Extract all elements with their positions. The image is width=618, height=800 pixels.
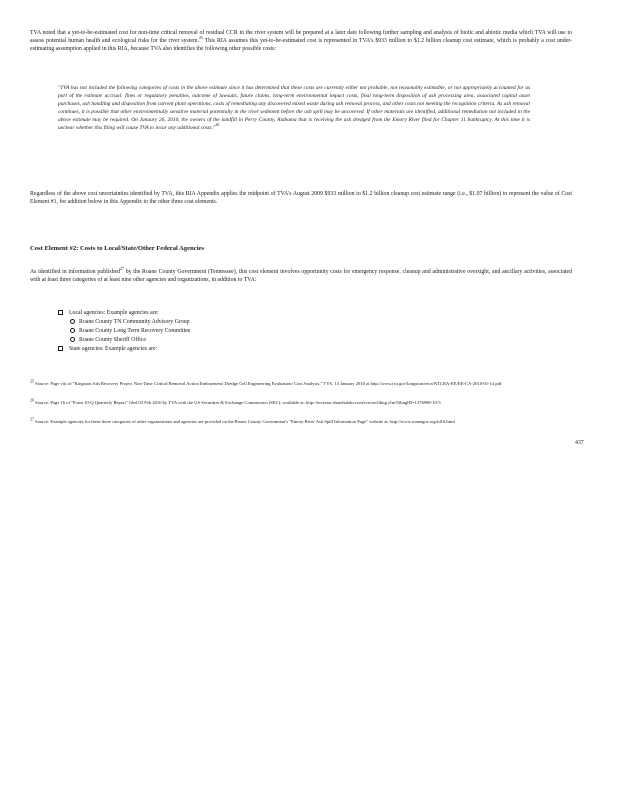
sub-list-item bbox=[58, 318, 190, 327]
sub-list-item bbox=[58, 336, 190, 345]
paragraph-agencies bbox=[30, 268, 572, 284]
paragraph-3-text-a: As identified in information published bbox=[30, 269, 120, 275]
paragraph-cost-uncertainty bbox=[30, 190, 572, 206]
local-agencies-label: Local agencies: Example agencies are: bbox=[69, 310, 159, 316]
paragraph-cleanup-cost bbox=[30, 29, 572, 53]
list-item-state bbox=[58, 345, 190, 354]
footnote-ref-25: 25 bbox=[198, 35, 203, 41]
paragraph-1-text-a: TVA noted that a yet-to-be-estimated cost for non-time critical removal of residual CCR in the river system will be prepared at a later date following further sampling and analysis of biotic and abiotic media which TVA will use to assess potential human health and ecological risks for the river system. bbox=[30, 30, 572, 44]
paragraph-2-text: Regardless of the above cost uncertainties identified by TVA, this RIA Appendix applies the midpoint of TVA's August 2009 $933 million to $1.2 billion cleanup cost estimate range (i.e., $1.07 billion) to represent the value of Cost Element #1, for addition below in this Appendix to the other three cost elements. bbox=[30, 191, 572, 205]
footnote-number: 27 bbox=[30, 416, 34, 422]
footnote-text: Source: Example agencies for these three categories of other organizations and agencies are provided on the Roane County Government's "Emory River Ash Spill Information Page" website at: http://www.roanegov.org/id16.html bbox=[34, 419, 455, 424]
footnote-text: Source: Page 16 of "Form 10-Q Quarterly Report" filed 03 Feb 2010 by TVA with the US Securities & Exchange Commission (SEC), available at: http://investor.shareholder.com/tva/secfiling.cfm?filingID=1376988-10-5 bbox=[34, 400, 441, 405]
list-item-local bbox=[58, 309, 190, 318]
state-agencies-label: State agencies: Example agencies are: bbox=[69, 346, 158, 352]
sub-item-label: Roane County TN Community Advisory Group bbox=[79, 319, 190, 325]
footnote-number: 25 bbox=[30, 378, 34, 384]
footnote-25 bbox=[30, 378, 572, 387]
footnote-ref-27: 27 bbox=[119, 266, 124, 272]
block-quote-tva bbox=[58, 84, 530, 132]
footnote-ref-26: 26 bbox=[215, 122, 220, 128]
footnote-26 bbox=[30, 397, 572, 406]
footnote-27 bbox=[30, 416, 572, 425]
sub-list-item bbox=[58, 327, 190, 336]
paragraph-3-text-b: by the Roane County Government (Tennessee), this cost element involves opportunity costs for emergency response, cleanup and administrative oversight, and ancillary activities, associated with at least three categories of at least nine other agencies and organizations, in addition to TVA: bbox=[30, 269, 573, 283]
square-bullet-icon bbox=[58, 346, 63, 351]
circle-bullet-icon bbox=[70, 319, 75, 324]
circle-bullet-icon bbox=[70, 328, 75, 333]
circle-bullet-icon bbox=[70, 337, 75, 342]
agency-list bbox=[58, 309, 190, 354]
section-heading: Cost Element #2: Costs to Local/State/Other Federal Agencies bbox=[30, 245, 205, 252]
footnote-number: 26 bbox=[30, 397, 34, 403]
sub-item-label: Roane County Long Term Recovery Committee bbox=[79, 328, 191, 334]
footnote-text: Source: Page viii of "Kingston Ash Recovery Project Non-Time Critical Removal Action Embayment/ Dredge Cell Engineering Evaluation/ Cost Analysis," TVA, 15 January 2010 at http://www.tva.gov/kingston/eeca/NTCRA-EE/EE-CA-2010-01-14.pdf bbox=[34, 381, 502, 386]
square-bullet-icon bbox=[58, 310, 63, 315]
quote-text: "TVA has not included the following categories of costs in the above estimate since it has determined that these costs are currently either not probable, not reasonably estimable, or not appropriately accounted for as part of the estimate accrual: fines or regulatory penalties, outcome of lawsuits, future claims, long-term environmental impact costs, final long-term disposition of ash processing area, associated capital asset purchases, ash handling and disposition from current plant operations, costs of remediating any discovered mixed waste during ash removal process, and other costs not meeting the recognition criteria. As ash removal continues, it is possible that other environmentally sensitive material potentially in the river sediment before the ash spill may be uncovered. If other materials are identified, additional remediation not included in the above estimate may be required. On January 26, 2010, the owners of the landfill in Perry County, Alabama that is receiving the ash dredged from the Emory River filed for Chapter 11 bankruptcy. At this time it is unclear whether this filing will cause TVA to incur any additional costs." bbox=[58, 85, 530, 131]
page-number: 437 bbox=[575, 440, 584, 446]
sub-item-label: Roane County Sheriff Office bbox=[79, 337, 146, 343]
paragraph-1-text-b: This RIA assumes this yet-to-be-estimated cost is represented in TVA's $933 million to $1.2 billion cleanup cost estimate, which is probably a cost under-estimating assumption applied in this RIA, because TVA also identifies the following other possible costs: bbox=[30, 38, 572, 52]
